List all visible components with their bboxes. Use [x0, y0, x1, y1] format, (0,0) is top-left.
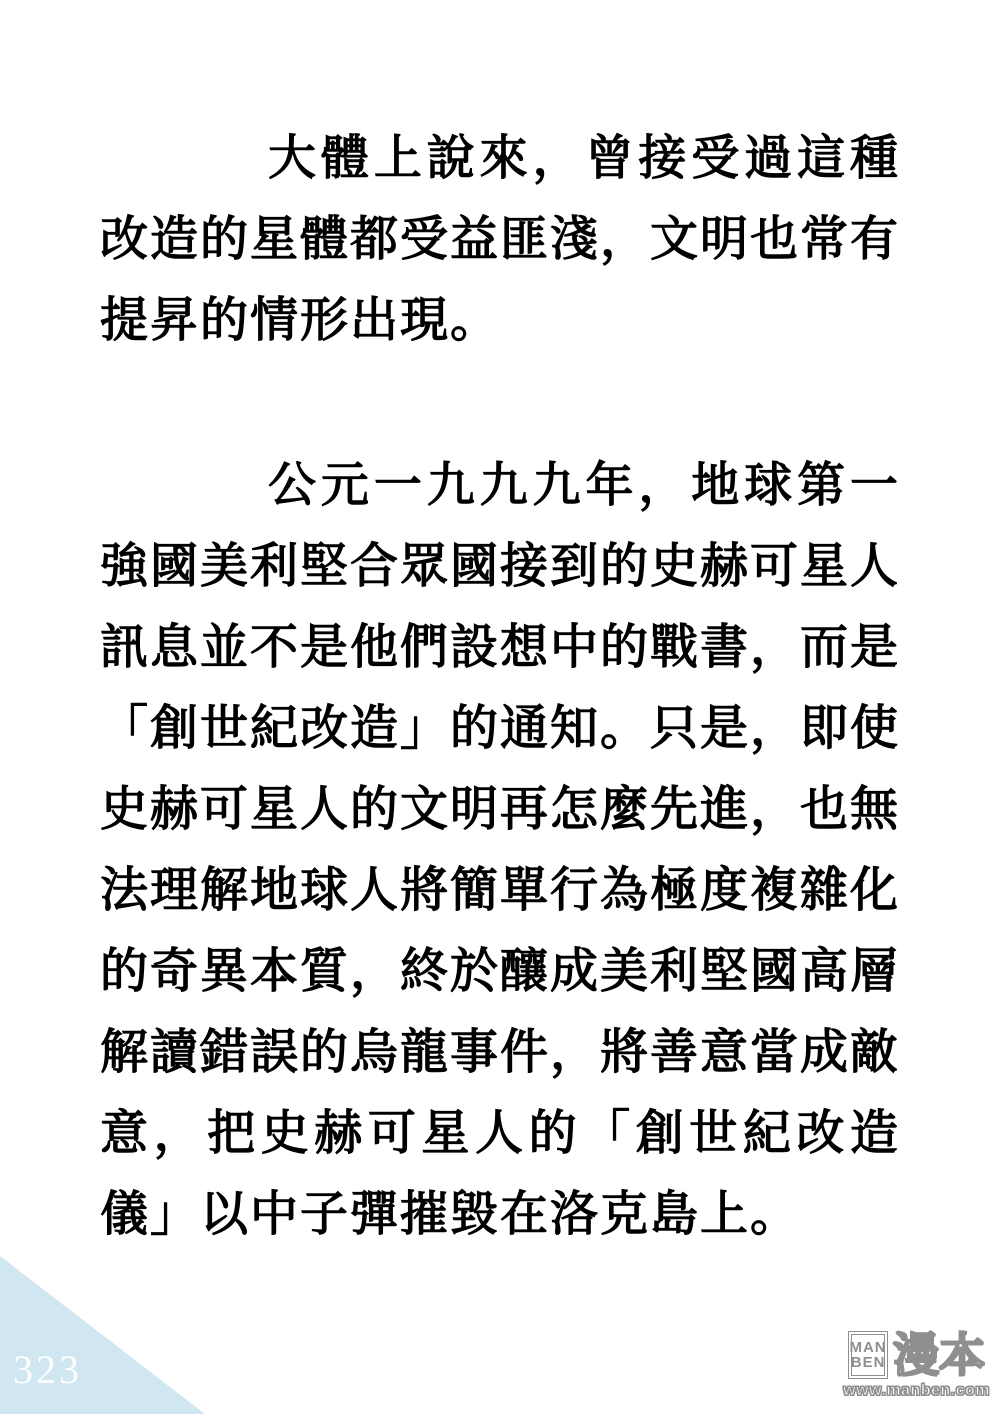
page-number: 323	[13, 1347, 82, 1392]
manben-logo	[843, 1331, 990, 1379]
manben-logo-box	[848, 1331, 888, 1379]
watermark-url: www.manben.com	[843, 1382, 990, 1399]
page-content	[100, 0, 900, 1255]
paragraph-1: 大體上說來，曾接受過這種改造的星體都受益匪淺，文明也常有提昇的情形出現。	[100, 132, 901, 347]
manben-watermark	[843, 1331, 990, 1400]
manben-logo-box-line2: BEN	[850, 1354, 886, 1371]
paragraph-2: 公元一九九九年，地球第一強國美利堅合眾國接到的史赫可星人訊息並不是他們設想中的戰書，而是「創世紀改造」的通知。只是，即使史赫可星人的文明再怎麼先進，也無法理解地球人將簡單行為極度複雜化的奇異本質，終於釀成美利堅國高層解讀錯誤的烏龍事件，將善意當成敵意，把史赫可星人的「創世紀改造儀」以中子彈摧毀在洛克島上。	[100, 459, 901, 1241]
manben-logo-box-line1: MAN	[849, 1339, 887, 1356]
manben-logo-cjk-text: 漫本	[893, 1329, 986, 1381]
